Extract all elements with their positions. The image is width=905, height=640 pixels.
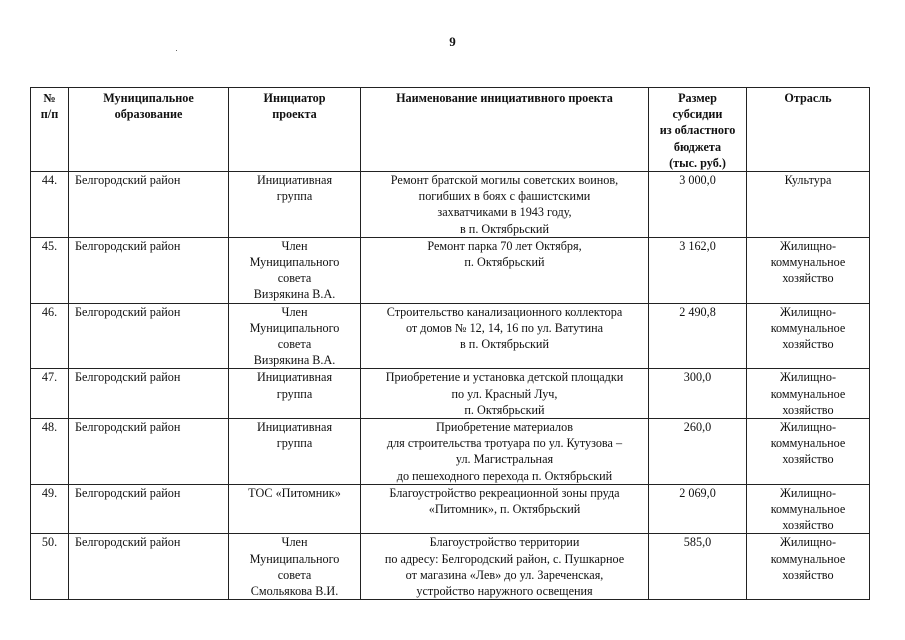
cell-project: Ремонт парка 70 лет Октября, п. Октябрьский [361,237,649,303]
cell-project: Строительство канализационного коллектора от домов № 12, 14, 16 по ул. Ватутина в п. Октябрьский [361,303,649,369]
cell-industry: Жилищно- коммунальное хозяйство [747,484,870,534]
cell-number: 46. [31,303,69,369]
cell-initiator: Член Муниципального совета Визрякина В.А. [229,237,361,303]
cell-industry: Жилищно- коммунальное хозяйство [747,419,870,485]
cell-initiator: Член Муниципального совета Смольякова В.И. [229,534,361,600]
page-number: 9 [449,34,456,49]
cell-amount: 300,0 [649,369,747,419]
header-number: № п/п [31,88,69,172]
header-initiator: Инициатор проекта [229,88,361,172]
cell-amount: 260,0 [649,419,747,485]
cell-municipality: Белгородский район [69,534,229,600]
cell-initiator: Инициативная группа [229,172,361,238]
cell-industry: Жилищно- коммунальное хозяйство [747,534,870,600]
table-row [31,419,870,485]
table-row [31,172,870,238]
cell-amount: 585,0 [649,534,747,600]
cell-number: 44. [31,172,69,238]
cell-amount: 2 069,0 [649,484,747,534]
cell-initiator: Инициативная группа [229,369,361,419]
cell-number: 47. [31,369,69,419]
cell-municipality: Белгородский район [69,419,229,485]
table-row [31,237,870,303]
header-amount: Размер субсидии из областного бюджета (тыс. руб.) [649,88,747,172]
cell-project: Благоустройство территории по адресу: Белгородский район, с. Пушкарное от магазина «Лев» до ул. Зареченская, устройство наружного освещения [361,534,649,600]
cell-amount: 3 000,0 [649,172,747,238]
cell-project: Ремонт братской могилы советских воинов, погибших в боях с фашистскими захватчиками в 1943 году, в п. Октябрьский [361,172,649,238]
cell-industry: Культура [747,172,870,238]
cell-initiator: Инициативная группа [229,419,361,485]
cell-number: 45. [31,237,69,303]
cell-initiator: Член Муниципального совета Визрякина В.А. [229,303,361,369]
cell-municipality: Белгородский район [69,303,229,369]
cell-project: Приобретение и установка детской площадки по ул. Красный Луч, п. Октябрьский [361,369,649,419]
table-row [31,484,870,534]
cell-amount: 2 490,8 [649,303,747,369]
cell-municipality: Белгородский район [69,237,229,303]
table-row [31,534,870,600]
header-industry: Отрасль [747,88,870,172]
cell-industry: Жилищно- коммунальное хозяйство [747,303,870,369]
cell-amount: 3 162,0 [649,237,747,303]
scan-speck [176,50,177,51]
cell-initiator: ТОС «Питомник» [229,484,361,534]
cell-industry: Жилищно- коммунальное хозяйство [747,237,870,303]
cell-project: Приобретение материалов для строительства тротуара по ул. Кутузова – ул. Магистральная до пешеходного перехода п. Октябрьский [361,419,649,485]
cell-project: Благоустройство рекреационной зоны пруда «Питомник», п. Октябрьский [361,484,649,534]
table-row [31,303,870,369]
cell-municipality: Белгородский район [69,484,229,534]
header-municipality: Муниципальное образование [69,88,229,172]
cell-number: 48. [31,419,69,485]
cell-number: 49. [31,484,69,534]
cell-number: 50. [31,534,69,600]
projects-table [30,87,870,600]
cell-industry: Жилищно- коммунальное хозяйство [747,369,870,419]
cell-municipality: Белгородский район [69,172,229,238]
table-header-row [31,88,870,172]
cell-municipality: Белгородский район [69,369,229,419]
table-row [31,369,870,419]
header-project: Наименование инициативного проекта [361,88,649,172]
